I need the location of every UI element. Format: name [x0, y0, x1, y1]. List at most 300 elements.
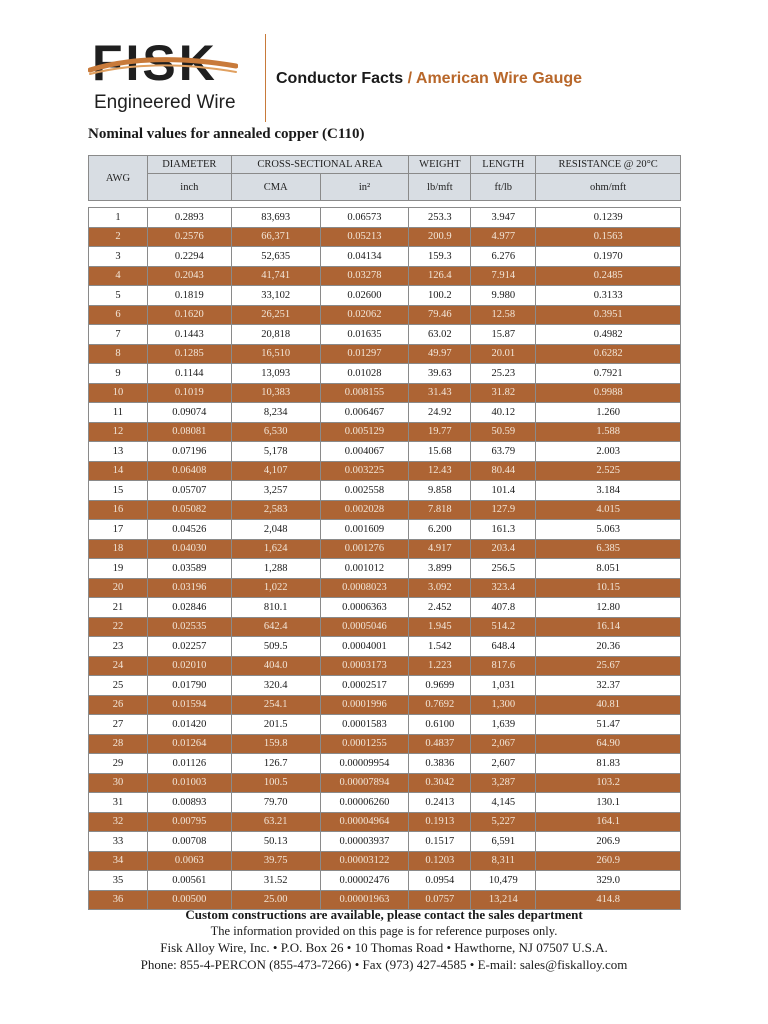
cell-resistance: 4.015	[536, 500, 681, 520]
cell-resistance: 1.260	[536, 403, 681, 423]
cell-weight: 1.223	[409, 656, 471, 676]
cell-resistance: 16.14	[536, 617, 681, 637]
table-row	[89, 325, 681, 345]
cell-diameter: 0.01594	[147, 695, 231, 715]
cell-area-in2: 0.01028	[320, 364, 409, 384]
table-row	[89, 305, 681, 325]
cell-cma: 20,818	[231, 325, 320, 345]
cell-diameter: 0.2294	[147, 247, 231, 267]
cell-area-in2: 0.002028	[320, 500, 409, 520]
cell-cma: 2,048	[231, 520, 320, 540]
cell-area-in2: 0.02600	[320, 286, 409, 306]
cell-awg: 32	[89, 812, 148, 832]
cell-awg: 36	[89, 890, 148, 910]
cell-awg: 17	[89, 520, 148, 540]
table-subtitle: Nominal values for annealed copper (C110)	[88, 126, 365, 142]
cell-diameter: 0.08081	[147, 422, 231, 442]
cell-cma: 63.21	[231, 812, 320, 832]
table-row	[89, 461, 681, 481]
cell-cma: 509.5	[231, 637, 320, 657]
cell-resistance: 0.1239	[536, 208, 681, 228]
cell-awg: 15	[89, 481, 148, 501]
cell-weight: 0.1913	[409, 812, 471, 832]
cell-area-in2: 0.00006260	[320, 793, 409, 813]
cell-length: 15.87	[471, 325, 536, 345]
cell-area-in2: 0.00007894	[320, 773, 409, 793]
cell-length: 323.4	[471, 578, 536, 598]
cell-cma: 52,635	[231, 247, 320, 267]
cell-area-in2: 0.06573	[320, 208, 409, 228]
cell-diameter: 0.1819	[147, 286, 231, 306]
cell-length: 7.914	[471, 266, 536, 286]
cell-length: 9.980	[471, 286, 536, 306]
cell-resistance: 329.0	[536, 871, 681, 891]
cell-cma: 16,510	[231, 344, 320, 364]
cell-diameter: 0.03589	[147, 559, 231, 579]
cell-weight: 9.858	[409, 481, 471, 501]
cell-weight: 79.46	[409, 305, 471, 325]
cell-awg: 2	[89, 227, 148, 247]
cell-weight: 39.63	[409, 364, 471, 384]
table-row	[89, 676, 681, 696]
cell-weight: 0.0954	[409, 871, 471, 891]
cell-length: 12.58	[471, 305, 536, 325]
cell-weight: 3.092	[409, 578, 471, 598]
cell-awg: 14	[89, 461, 148, 481]
cell-area-in2: 0.00009954	[320, 754, 409, 774]
title-separator: /	[407, 70, 413, 87]
footer-contact: Phone: 855-4-PERCON (855-473-7266) • Fax (973) 427-4585 • E-mail: sales@fiskalloy.com	[140, 957, 628, 972]
cell-awg: 21	[89, 598, 148, 618]
cell-diameter: 0.02846	[147, 598, 231, 618]
cell-cma: 5,178	[231, 442, 320, 462]
cell-weight: 159.3	[409, 247, 471, 267]
cell-resistance: 64.90	[536, 734, 681, 754]
cell-cma: 201.5	[231, 715, 320, 735]
cell-diameter: 0.01790	[147, 676, 231, 696]
cell-length: 50.59	[471, 422, 536, 442]
cell-diameter: 0.1019	[147, 383, 231, 403]
cell-resistance: 2.525	[536, 461, 681, 481]
cell-length: 3,287	[471, 773, 536, 793]
cell-cma: 66,371	[231, 227, 320, 247]
table-row	[89, 734, 681, 754]
cell-resistance: 0.2485	[536, 266, 681, 286]
cell-area-in2: 0.05213	[320, 227, 409, 247]
cell-weight: 0.3836	[409, 754, 471, 774]
cell-weight: 3.899	[409, 559, 471, 579]
page-header	[0, 0, 768, 125]
cell-length: 40.12	[471, 403, 536, 423]
cell-resistance: 40.81	[536, 695, 681, 715]
cell-length: 203.4	[471, 539, 536, 559]
cell-diameter: 0.03196	[147, 578, 231, 598]
cell-cma: 100.5	[231, 773, 320, 793]
cell-resistance: 0.9988	[536, 383, 681, 403]
table-row	[89, 637, 681, 657]
cell-length: 1,031	[471, 676, 536, 696]
cell-diameter: 0.05707	[147, 481, 231, 501]
cell-cma: 8,234	[231, 403, 320, 423]
cell-weight: 200.9	[409, 227, 471, 247]
cell-awg: 30	[89, 773, 148, 793]
cell-awg: 31	[89, 793, 148, 813]
table-row	[89, 871, 681, 891]
cell-weight: 0.1517	[409, 832, 471, 852]
cell-awg: 25	[89, 676, 148, 696]
cell-awg: 5	[89, 286, 148, 306]
cell-cma: 320.4	[231, 676, 320, 696]
cell-weight: 100.2	[409, 286, 471, 306]
table-row	[89, 754, 681, 774]
table-row	[89, 773, 681, 793]
cell-weight: 7.818	[409, 500, 471, 520]
cell-length: 817.6	[471, 656, 536, 676]
cell-resistance: 414.8	[536, 890, 681, 910]
cell-weight: 0.0757	[409, 890, 471, 910]
table-row	[89, 539, 681, 559]
cell-cma: 26,251	[231, 305, 320, 325]
header-length: LENGTH	[471, 156, 536, 174]
table-row	[89, 812, 681, 832]
cell-resistance: 103.2	[536, 773, 681, 793]
table-row	[89, 793, 681, 813]
document-title	[276, 70, 582, 88]
cell-resistance: 130.1	[536, 793, 681, 813]
cell-area-in2: 0.003225	[320, 461, 409, 481]
cell-awg: 4	[89, 266, 148, 286]
cell-area-in2: 0.001276	[320, 539, 409, 559]
cell-awg: 28	[89, 734, 148, 754]
cell-area-in2: 0.04134	[320, 247, 409, 267]
cell-cma: 642.4	[231, 617, 320, 637]
cell-cma: 404.0	[231, 656, 320, 676]
cell-area-in2: 0.001012	[320, 559, 409, 579]
cell-length: 6.276	[471, 247, 536, 267]
cell-cma: 159.8	[231, 734, 320, 754]
cell-resistance: 0.6282	[536, 344, 681, 364]
header-resistance: RESISTANCE @ 20°C	[536, 156, 681, 174]
cell-cma: 6,530	[231, 422, 320, 442]
cell-diameter: 0.00893	[147, 793, 231, 813]
header-length-unit: ft/lb	[471, 174, 536, 201]
cell-cma: 25.00	[231, 890, 320, 910]
cell-awg: 1	[89, 208, 148, 228]
cell-length: 80.44	[471, 461, 536, 481]
cell-area-in2: 0.00001963	[320, 890, 409, 910]
cell-awg: 13	[89, 442, 148, 462]
cell-cma: 2,583	[231, 500, 320, 520]
fisk-logo	[88, 35, 248, 118]
footer-custom-constructions: Custom constructions are available, please contact the sales department	[185, 907, 583, 922]
cell-weight: 15.68	[409, 442, 471, 462]
cell-diameter: 0.06408	[147, 461, 231, 481]
header-diameter-unit: inch	[147, 174, 231, 201]
cell-cma: 13,093	[231, 364, 320, 384]
cell-length: 407.8	[471, 598, 536, 618]
cell-awg: 10	[89, 383, 148, 403]
cell-length: 3.947	[471, 208, 536, 228]
cell-awg: 7	[89, 325, 148, 345]
table-row	[89, 715, 681, 735]
cell-cma: 31.52	[231, 871, 320, 891]
cell-area-in2: 0.01635	[320, 325, 409, 345]
cell-cma: 83,693	[231, 208, 320, 228]
table-row	[89, 403, 681, 423]
cell-cma: 39.75	[231, 851, 320, 871]
table-row	[89, 598, 681, 618]
header-weight-unit: lb/mft	[409, 174, 471, 201]
cell-awg: 34	[89, 851, 148, 871]
cell-awg: 6	[89, 305, 148, 325]
header-area: CROSS-SECTIONAL AREA	[231, 156, 409, 174]
cell-diameter: 0.02257	[147, 637, 231, 657]
logo-swoosh-icon	[88, 44, 238, 84]
cell-resistance: 32.37	[536, 676, 681, 696]
cell-area-in2: 0.00004964	[320, 812, 409, 832]
cell-weight: 0.2413	[409, 793, 471, 813]
cell-diameter: 0.00708	[147, 832, 231, 852]
cell-cma: 254.1	[231, 695, 320, 715]
cell-area-in2: 0.0003173	[320, 656, 409, 676]
table-row	[89, 344, 681, 364]
cell-weight: 24.92	[409, 403, 471, 423]
cell-length: 13,214	[471, 890, 536, 910]
cell-area-in2: 0.0008023	[320, 578, 409, 598]
cell-diameter: 0.1620	[147, 305, 231, 325]
cell-weight: 2.452	[409, 598, 471, 618]
cell-diameter: 0.1144	[147, 364, 231, 384]
cell-resistance: 164.1	[536, 812, 681, 832]
cell-cma: 50.13	[231, 832, 320, 852]
cell-cma: 1,288	[231, 559, 320, 579]
cell-weight: 1.945	[409, 617, 471, 637]
cell-weight: 0.4837	[409, 734, 471, 754]
table-row	[89, 364, 681, 384]
logo-wordmark: FISK	[92, 35, 218, 91]
cell-weight: 253.3	[409, 208, 471, 228]
cell-diameter: 0.00561	[147, 871, 231, 891]
cell-diameter: 0.01003	[147, 773, 231, 793]
cell-length: 101.4	[471, 481, 536, 501]
cell-awg: 16	[89, 500, 148, 520]
title-part-awg: American Wire Gauge	[415, 70, 583, 87]
cell-diameter: 0.01126	[147, 754, 231, 774]
cell-diameter: 0.00500	[147, 890, 231, 910]
cell-weight: 1.542	[409, 637, 471, 657]
cell-diameter: 0.04030	[147, 539, 231, 559]
cell-resistance: 1.588	[536, 422, 681, 442]
cell-diameter: 0.2576	[147, 227, 231, 247]
cell-length: 31.82	[471, 383, 536, 403]
cell-diameter: 0.07196	[147, 442, 231, 462]
cell-weight: 0.6100	[409, 715, 471, 735]
cell-weight: 6.200	[409, 520, 471, 540]
cell-length: 4.977	[471, 227, 536, 247]
cell-area-in2: 0.0006363	[320, 598, 409, 618]
cell-resistance: 8.051	[536, 559, 681, 579]
cell-length: 63.79	[471, 442, 536, 462]
cell-awg: 18	[89, 539, 148, 559]
table-row	[89, 286, 681, 306]
cell-area-in2: 0.03278	[320, 266, 409, 286]
cell-area-in2: 0.001609	[320, 520, 409, 540]
cell-resistance: 0.1563	[536, 227, 681, 247]
header-area-unit-cma: CMA	[231, 174, 320, 201]
cell-area-in2: 0.02062	[320, 305, 409, 325]
cell-length: 6,591	[471, 832, 536, 852]
cell-awg: 22	[89, 617, 148, 637]
cell-resistance: 0.3951	[536, 305, 681, 325]
cell-cma: 3,257	[231, 481, 320, 501]
cell-diameter: 0.01420	[147, 715, 231, 735]
cell-resistance: 10.15	[536, 578, 681, 598]
cell-resistance: 0.4982	[536, 325, 681, 345]
cell-diameter: 0.02535	[147, 617, 231, 637]
cell-awg: 33	[89, 832, 148, 852]
table-row	[89, 578, 681, 598]
awg-table-body	[89, 201, 681, 910]
cell-area-in2: 0.002558	[320, 481, 409, 501]
cell-weight: 19.77	[409, 422, 471, 442]
cell-resistance: 3.184	[536, 481, 681, 501]
cell-weight: 0.1203	[409, 851, 471, 871]
cell-area-in2: 0.005129	[320, 422, 409, 442]
cell-length: 1,639	[471, 715, 536, 735]
cell-length: 1,300	[471, 695, 536, 715]
table-row	[89, 500, 681, 520]
cell-resistance: 25.67	[536, 656, 681, 676]
cell-length: 5,227	[471, 812, 536, 832]
cell-area-in2: 0.00003122	[320, 851, 409, 871]
table-row	[89, 383, 681, 403]
cell-area-in2: 0.0004001	[320, 637, 409, 657]
cell-awg: 8	[89, 344, 148, 364]
cell-length: 2,067	[471, 734, 536, 754]
cell-area-in2: 0.01297	[320, 344, 409, 364]
cell-area-in2: 0.00002476	[320, 871, 409, 891]
header-awg: AWG	[89, 156, 148, 201]
cell-resistance: 0.1970	[536, 247, 681, 267]
cell-cma: 1,624	[231, 539, 320, 559]
cell-length: 20.01	[471, 344, 536, 364]
cell-cma: 810.1	[231, 598, 320, 618]
cell-length: 256.5	[471, 559, 536, 579]
header-area-unit-in2: in²	[320, 174, 409, 201]
table-row	[89, 442, 681, 462]
cell-resistance: 81.83	[536, 754, 681, 774]
header-weight: WEIGHT	[409, 156, 471, 174]
cell-cma: 10,383	[231, 383, 320, 403]
table-row	[89, 247, 681, 267]
cell-diameter: 0.04526	[147, 520, 231, 540]
cell-diameter: 0.2043	[147, 266, 231, 286]
cell-weight: 0.7692	[409, 695, 471, 715]
table-row	[89, 266, 681, 286]
table-row	[89, 851, 681, 871]
cell-awg: 29	[89, 754, 148, 774]
title-part-conductor-facts: Conductor Facts	[276, 70, 404, 87]
cell-awg: 9	[89, 364, 148, 384]
cell-area-in2: 0.004067	[320, 442, 409, 462]
cell-cma: 79.70	[231, 793, 320, 813]
awg-table	[88, 155, 681, 910]
cell-diameter: 0.01264	[147, 734, 231, 754]
table-row	[89, 227, 681, 247]
cell-awg: 26	[89, 695, 148, 715]
cell-area-in2: 0.0001583	[320, 715, 409, 735]
cell-awg: 27	[89, 715, 148, 735]
cell-weight: 63.02	[409, 325, 471, 345]
cell-area-in2: 0.0001255	[320, 734, 409, 754]
cell-length: 2,607	[471, 754, 536, 774]
footer-disclaimer: The information provided on this page is for reference purposes only.	[210, 924, 558, 938]
cell-cma: 126.7	[231, 754, 320, 774]
table-row	[89, 481, 681, 501]
cell-length: 25.23	[471, 364, 536, 384]
table-spacer-row	[89, 201, 681, 208]
cell-length: 514.2	[471, 617, 536, 637]
cell-diameter: 0.1285	[147, 344, 231, 364]
cell-awg: 24	[89, 656, 148, 676]
cell-area-in2: 0.0002517	[320, 676, 409, 696]
cell-awg: 12	[89, 422, 148, 442]
cell-awg: 20	[89, 578, 148, 598]
cell-length: 10,479	[471, 871, 536, 891]
header-resistance-unit: ohm/mft	[536, 174, 681, 201]
cell-diameter: 0.0063	[147, 851, 231, 871]
header-diameter: DIAMETER	[147, 156, 231, 174]
cell-area-in2: 0.0001996	[320, 695, 409, 715]
cell-weight: 0.3042	[409, 773, 471, 793]
table-row	[89, 617, 681, 637]
header-divider	[265, 34, 266, 122]
cell-diameter: 0.05082	[147, 500, 231, 520]
cell-length: 648.4	[471, 637, 536, 657]
cell-diameter: 0.00795	[147, 812, 231, 832]
cell-area-in2: 0.006467	[320, 403, 409, 423]
page-footer	[0, 906, 768, 973]
cell-weight: 49.97	[409, 344, 471, 364]
cell-area-in2: 0.0005046	[320, 617, 409, 637]
cell-resistance: 260.9	[536, 851, 681, 871]
cell-length: 161.3	[471, 520, 536, 540]
table-row	[89, 208, 681, 228]
cell-weight: 12.43	[409, 461, 471, 481]
table-row	[89, 559, 681, 579]
cell-awg: 3	[89, 247, 148, 267]
logo-subtitle: Engineered Wire	[94, 92, 236, 113]
table-row	[89, 656, 681, 676]
footer-address: Fisk Alloy Wire, Inc. • P.O. Box 26 • 10 Thomas Road • Hawthorne, NJ 07507 U.S.A.	[160, 940, 608, 955]
cell-resistance: 0.7921	[536, 364, 681, 384]
cell-awg: 11	[89, 403, 148, 423]
cell-cma: 4,107	[231, 461, 320, 481]
cell-resistance: 12.80	[536, 598, 681, 618]
cell-weight: 4.917	[409, 539, 471, 559]
cell-resistance: 2.003	[536, 442, 681, 462]
table-row	[89, 520, 681, 540]
cell-awg: 23	[89, 637, 148, 657]
cell-diameter: 0.1443	[147, 325, 231, 345]
table-row	[89, 832, 681, 852]
cell-area-in2: 0.008155	[320, 383, 409, 403]
table-row	[89, 422, 681, 442]
cell-weight: 126.4	[409, 266, 471, 286]
cell-cma: 33,102	[231, 286, 320, 306]
cell-resistance: 206.9	[536, 832, 681, 852]
cell-resistance: 0.3133	[536, 286, 681, 306]
